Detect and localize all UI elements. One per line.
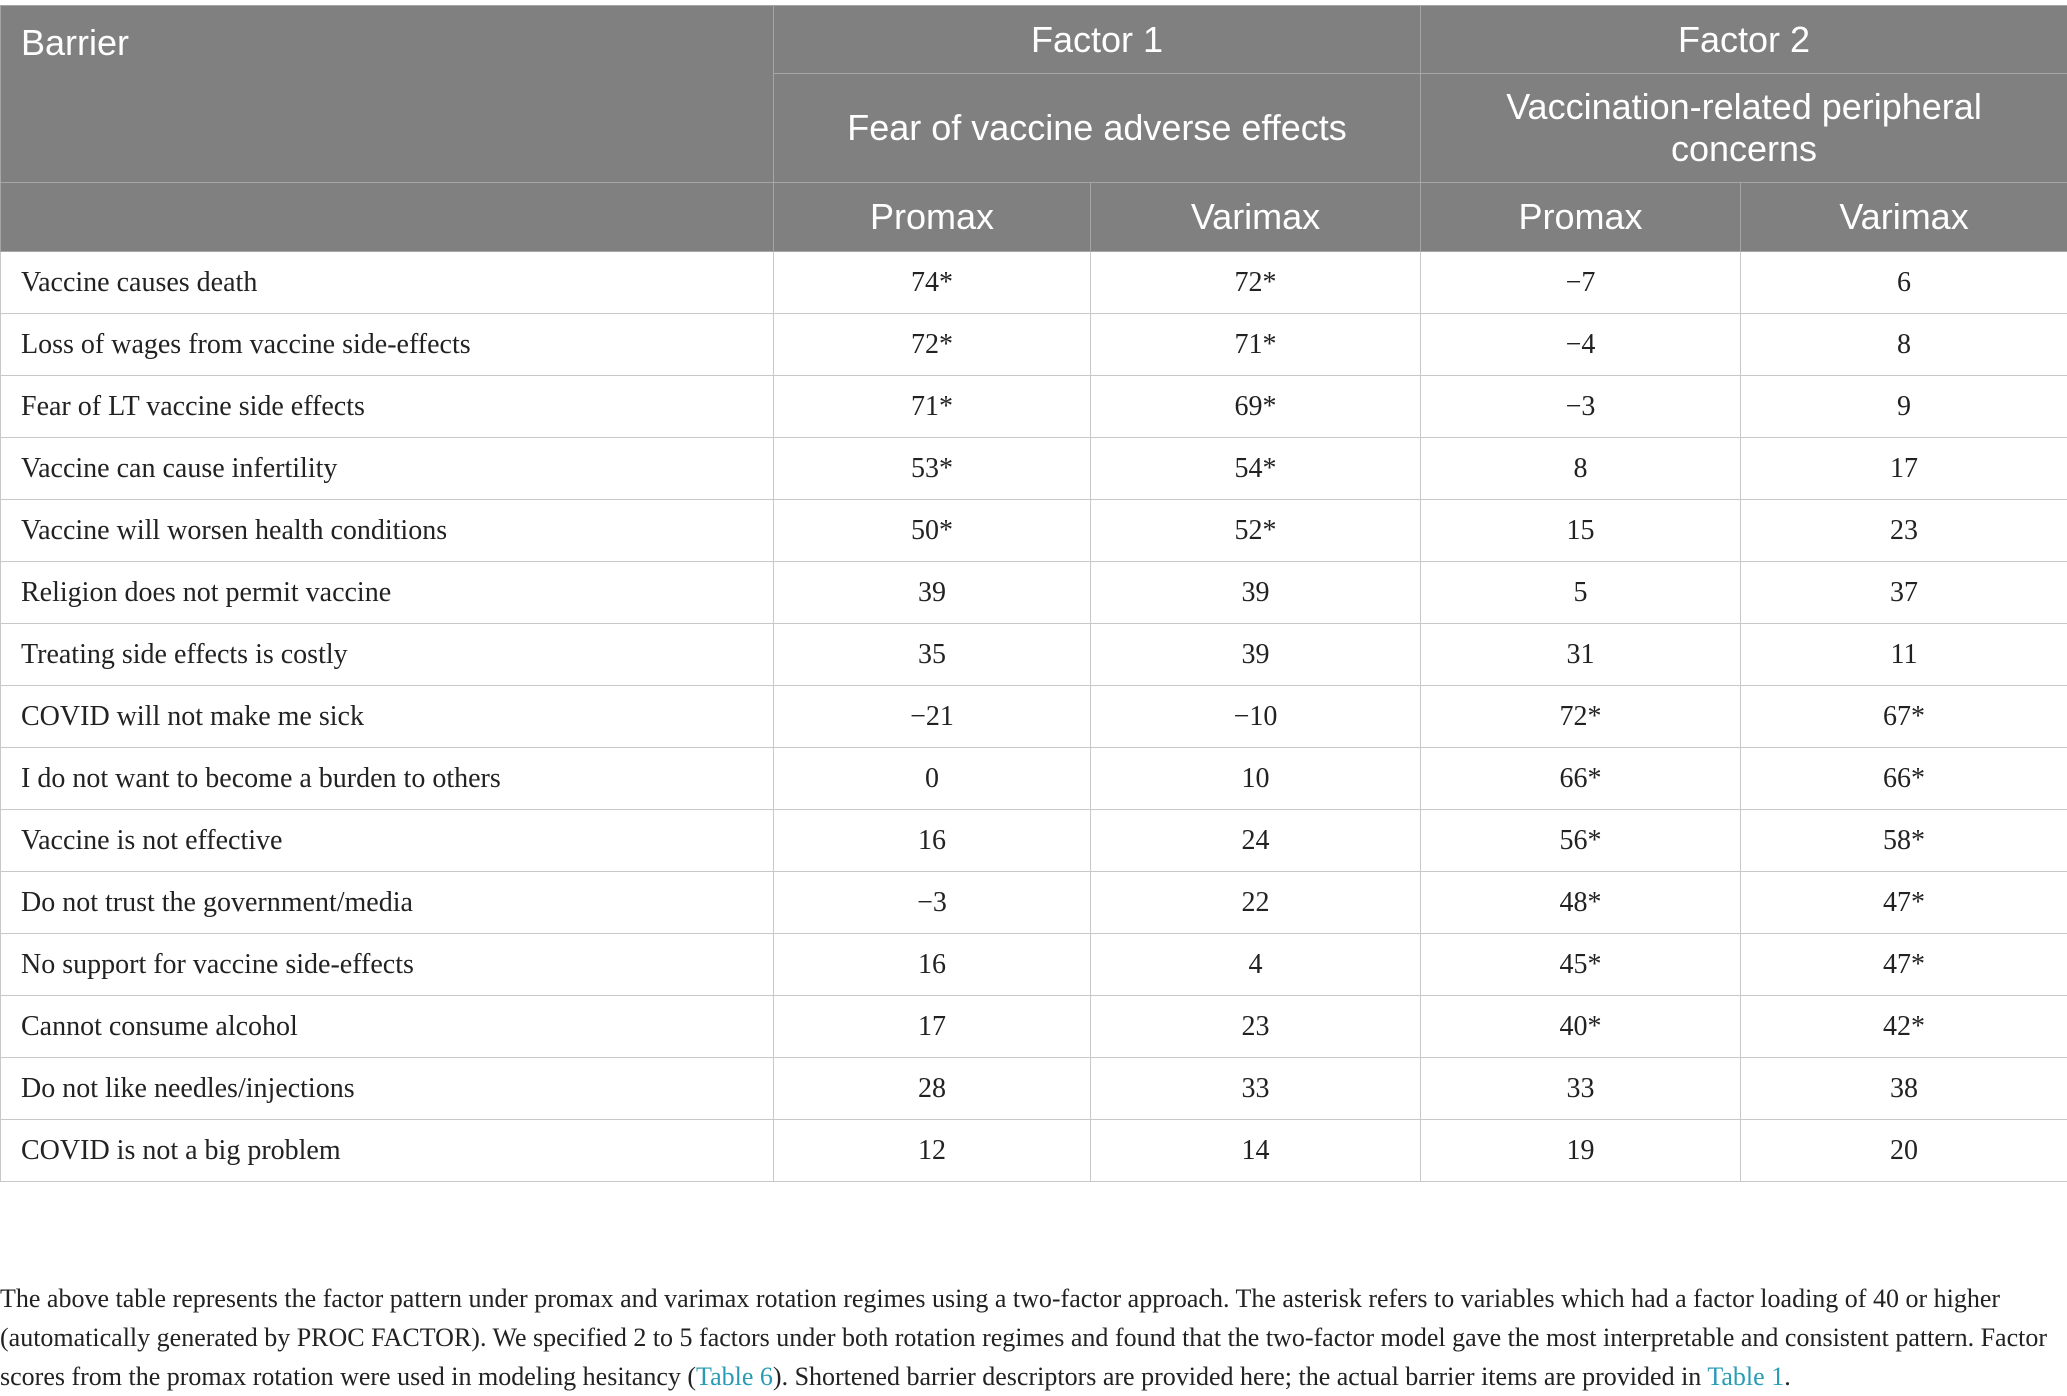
barrier-cell: COVID is not a big problem xyxy=(1,1120,774,1182)
factor2-promax-cell: −3 xyxy=(1421,376,1741,438)
factor2-promax-header: Promax xyxy=(1421,183,1741,252)
factor1-promax-cell: 35 xyxy=(774,624,1091,686)
barrier-cell: Religion does not permit vaccine xyxy=(1,562,774,624)
factor1-promax-cell: 50* xyxy=(774,500,1091,562)
barrier-cell: Do not like needles/injections xyxy=(1,1058,774,1120)
factor2-varimax-cell: 67* xyxy=(1741,686,2067,748)
factor2-varimax-cell: 11 xyxy=(1741,624,2067,686)
factor2-promax-cell: 8 xyxy=(1421,438,1741,500)
barrier-column-header: Barrier xyxy=(1,6,774,183)
factor2-varimax-cell: 37 xyxy=(1741,562,2067,624)
factor1-promax-header: Promax xyxy=(774,183,1091,252)
factor2-header: Factor 2 xyxy=(1421,6,2067,74)
table-footnote xyxy=(0,1279,2050,1396)
factor1-promax-cell: 0 xyxy=(774,748,1091,810)
table-row xyxy=(1,500,2067,562)
factor2-promax-cell: 19 xyxy=(1421,1120,1741,1182)
factor2-varimax-cell: 20 xyxy=(1741,1120,2067,1182)
factor2-promax-cell: 45* xyxy=(1421,934,1741,996)
factor2-promax-cell: 31 xyxy=(1421,624,1741,686)
factor2-varimax-cell: 42* xyxy=(1741,996,2067,1058)
factor2-promax-cell: 33 xyxy=(1421,1058,1741,1120)
factor1-promax-cell: 28 xyxy=(774,1058,1091,1120)
factor2-promax-cell: 72* xyxy=(1421,686,1741,748)
table-row xyxy=(1,438,2067,500)
barrier-cell: COVID will not make me sick xyxy=(1,686,774,748)
factor2-varimax-cell: 58* xyxy=(1741,810,2067,872)
table-row xyxy=(1,934,2067,996)
factor1-varimax-cell: 52* xyxy=(1091,500,1421,562)
factor-pattern-table-container xyxy=(0,5,2067,1182)
table-row xyxy=(1,748,2067,810)
factor1-promax-cell: 72* xyxy=(774,314,1091,376)
factor2-varimax-cell: 47* xyxy=(1741,872,2067,934)
factor1-promax-cell: 17 xyxy=(774,996,1091,1058)
table-row xyxy=(1,810,2067,872)
table-row xyxy=(1,1058,2067,1120)
factor1-varimax-cell: 33 xyxy=(1091,1058,1421,1120)
factor2-promax-cell: 56* xyxy=(1421,810,1741,872)
factor1-promax-cell: −3 xyxy=(774,872,1091,934)
factor2-varimax-cell: 6 xyxy=(1741,252,2067,314)
factor1-varimax-cell: 10 xyxy=(1091,748,1421,810)
factor2-promax-cell: −7 xyxy=(1421,252,1741,314)
table-row xyxy=(1,1120,2067,1182)
barrier-cell: Vaccine is not effective xyxy=(1,810,774,872)
factor1-promax-cell: 74* xyxy=(774,252,1091,314)
factor2-varimax-cell: 9 xyxy=(1741,376,2067,438)
factor1-promax-cell: 16 xyxy=(774,934,1091,996)
factor1-varimax-cell: 71* xyxy=(1091,314,1421,376)
factor1-varimax-cell: 22 xyxy=(1091,872,1421,934)
table-row xyxy=(1,624,2067,686)
factor2-varimax-cell: 38 xyxy=(1741,1058,2067,1120)
factor1-varimax-cell: 54* xyxy=(1091,438,1421,500)
footnote-text-part-3: . xyxy=(1784,1362,1791,1391)
factor1-varimax-cell: 72* xyxy=(1091,252,1421,314)
factor2-promax-cell: 15 xyxy=(1421,500,1741,562)
factor2-promax-cell: −4 xyxy=(1421,314,1741,376)
barrier-cell: No support for vaccine side-effects xyxy=(1,934,774,996)
footnote-text-part-1: The above table represents the factor pattern under promax and varimax rotation regimes using a two-factor approach. The asterisk refers to variables which had a factor loading of 40 or higher (automatically generated by PROC FACTOR). We specified 2 to 5 factors under both rotation regimes and found that the two-factor model gave the most interpretable and consistent pattern. Factor scores from the promax rotation were used in modeling hesitancy ( xyxy=(0,1284,2047,1391)
factor2-varimax-header: Varimax xyxy=(1741,183,2067,252)
factor1-promax-cell: 71* xyxy=(774,376,1091,438)
barrier-cell: Treating side effects is costly xyxy=(1,624,774,686)
barrier-cell: Fear of LT vaccine side effects xyxy=(1,376,774,438)
factor1-varimax-cell: 14 xyxy=(1091,1120,1421,1182)
table-row xyxy=(1,686,2067,748)
table-row xyxy=(1,872,2067,934)
table-6-link[interactable]: Table 6 xyxy=(696,1362,773,1391)
factor-pattern-table xyxy=(0,5,2067,1182)
table-row xyxy=(1,996,2067,1058)
factor1-varimax-cell: 23 xyxy=(1091,996,1421,1058)
factor1-promax-cell: 53* xyxy=(774,438,1091,500)
barrier-cell: Do not trust the government/media xyxy=(1,872,774,934)
empty-header-cell xyxy=(1,183,774,252)
table-header xyxy=(1,6,2067,252)
factor1-promax-cell: 39 xyxy=(774,562,1091,624)
table-row xyxy=(1,562,2067,624)
table-row xyxy=(1,376,2067,438)
factor1-varimax-cell: −10 xyxy=(1091,686,1421,748)
factor2-promax-cell: 66* xyxy=(1421,748,1741,810)
factor1-header: Factor 1 xyxy=(774,6,1421,74)
barrier-cell: Vaccine can cause infertility xyxy=(1,438,774,500)
factor1-varimax-cell: 39 xyxy=(1091,624,1421,686)
factor2-promax-cell: 5 xyxy=(1421,562,1741,624)
factor2-promax-cell: 48* xyxy=(1421,872,1741,934)
factor2-varimax-cell: 17 xyxy=(1741,438,2067,500)
factor1-promax-cell: −21 xyxy=(774,686,1091,748)
factor2-varimax-cell: 66* xyxy=(1741,748,2067,810)
factor1-promax-cell: 16 xyxy=(774,810,1091,872)
factor2-varimax-cell: 8 xyxy=(1741,314,2067,376)
factor1-varimax-cell: 4 xyxy=(1091,934,1421,996)
barrier-cell: Vaccine will worsen health conditions xyxy=(1,500,774,562)
factor1-varimax-cell: 24 xyxy=(1091,810,1421,872)
factor1-description: Fear of vaccine adverse effects xyxy=(774,74,1421,183)
factor1-promax-cell: 12 xyxy=(774,1120,1091,1182)
factor2-varimax-cell: 47* xyxy=(1741,934,2067,996)
barrier-cell: Vaccine causes death xyxy=(1,252,774,314)
barrier-cell: Cannot consume alcohol xyxy=(1,996,774,1058)
footnote-text-part-2: ). Shortened barrier descriptors are provided here; the actual barrier items are provided in xyxy=(773,1362,1707,1391)
factor2-varimax-cell: 23 xyxy=(1741,500,2067,562)
table-row xyxy=(1,252,2067,314)
factor2-promax-cell: 40* xyxy=(1421,996,1741,1058)
factor1-varimax-cell: 69* xyxy=(1091,376,1421,438)
table-1-link[interactable]: Table 1 xyxy=(1707,1362,1784,1391)
barrier-cell: Loss of wages from vaccine side-effects xyxy=(1,314,774,376)
factor1-varimax-header: Varimax xyxy=(1091,183,1421,252)
table-body xyxy=(1,252,2067,1182)
factor2-description: Vaccination-related peripheral concerns xyxy=(1421,74,2067,183)
barrier-cell: I do not want to become a burden to others xyxy=(1,748,774,810)
factor1-varimax-cell: 39 xyxy=(1091,562,1421,624)
table-row xyxy=(1,314,2067,376)
